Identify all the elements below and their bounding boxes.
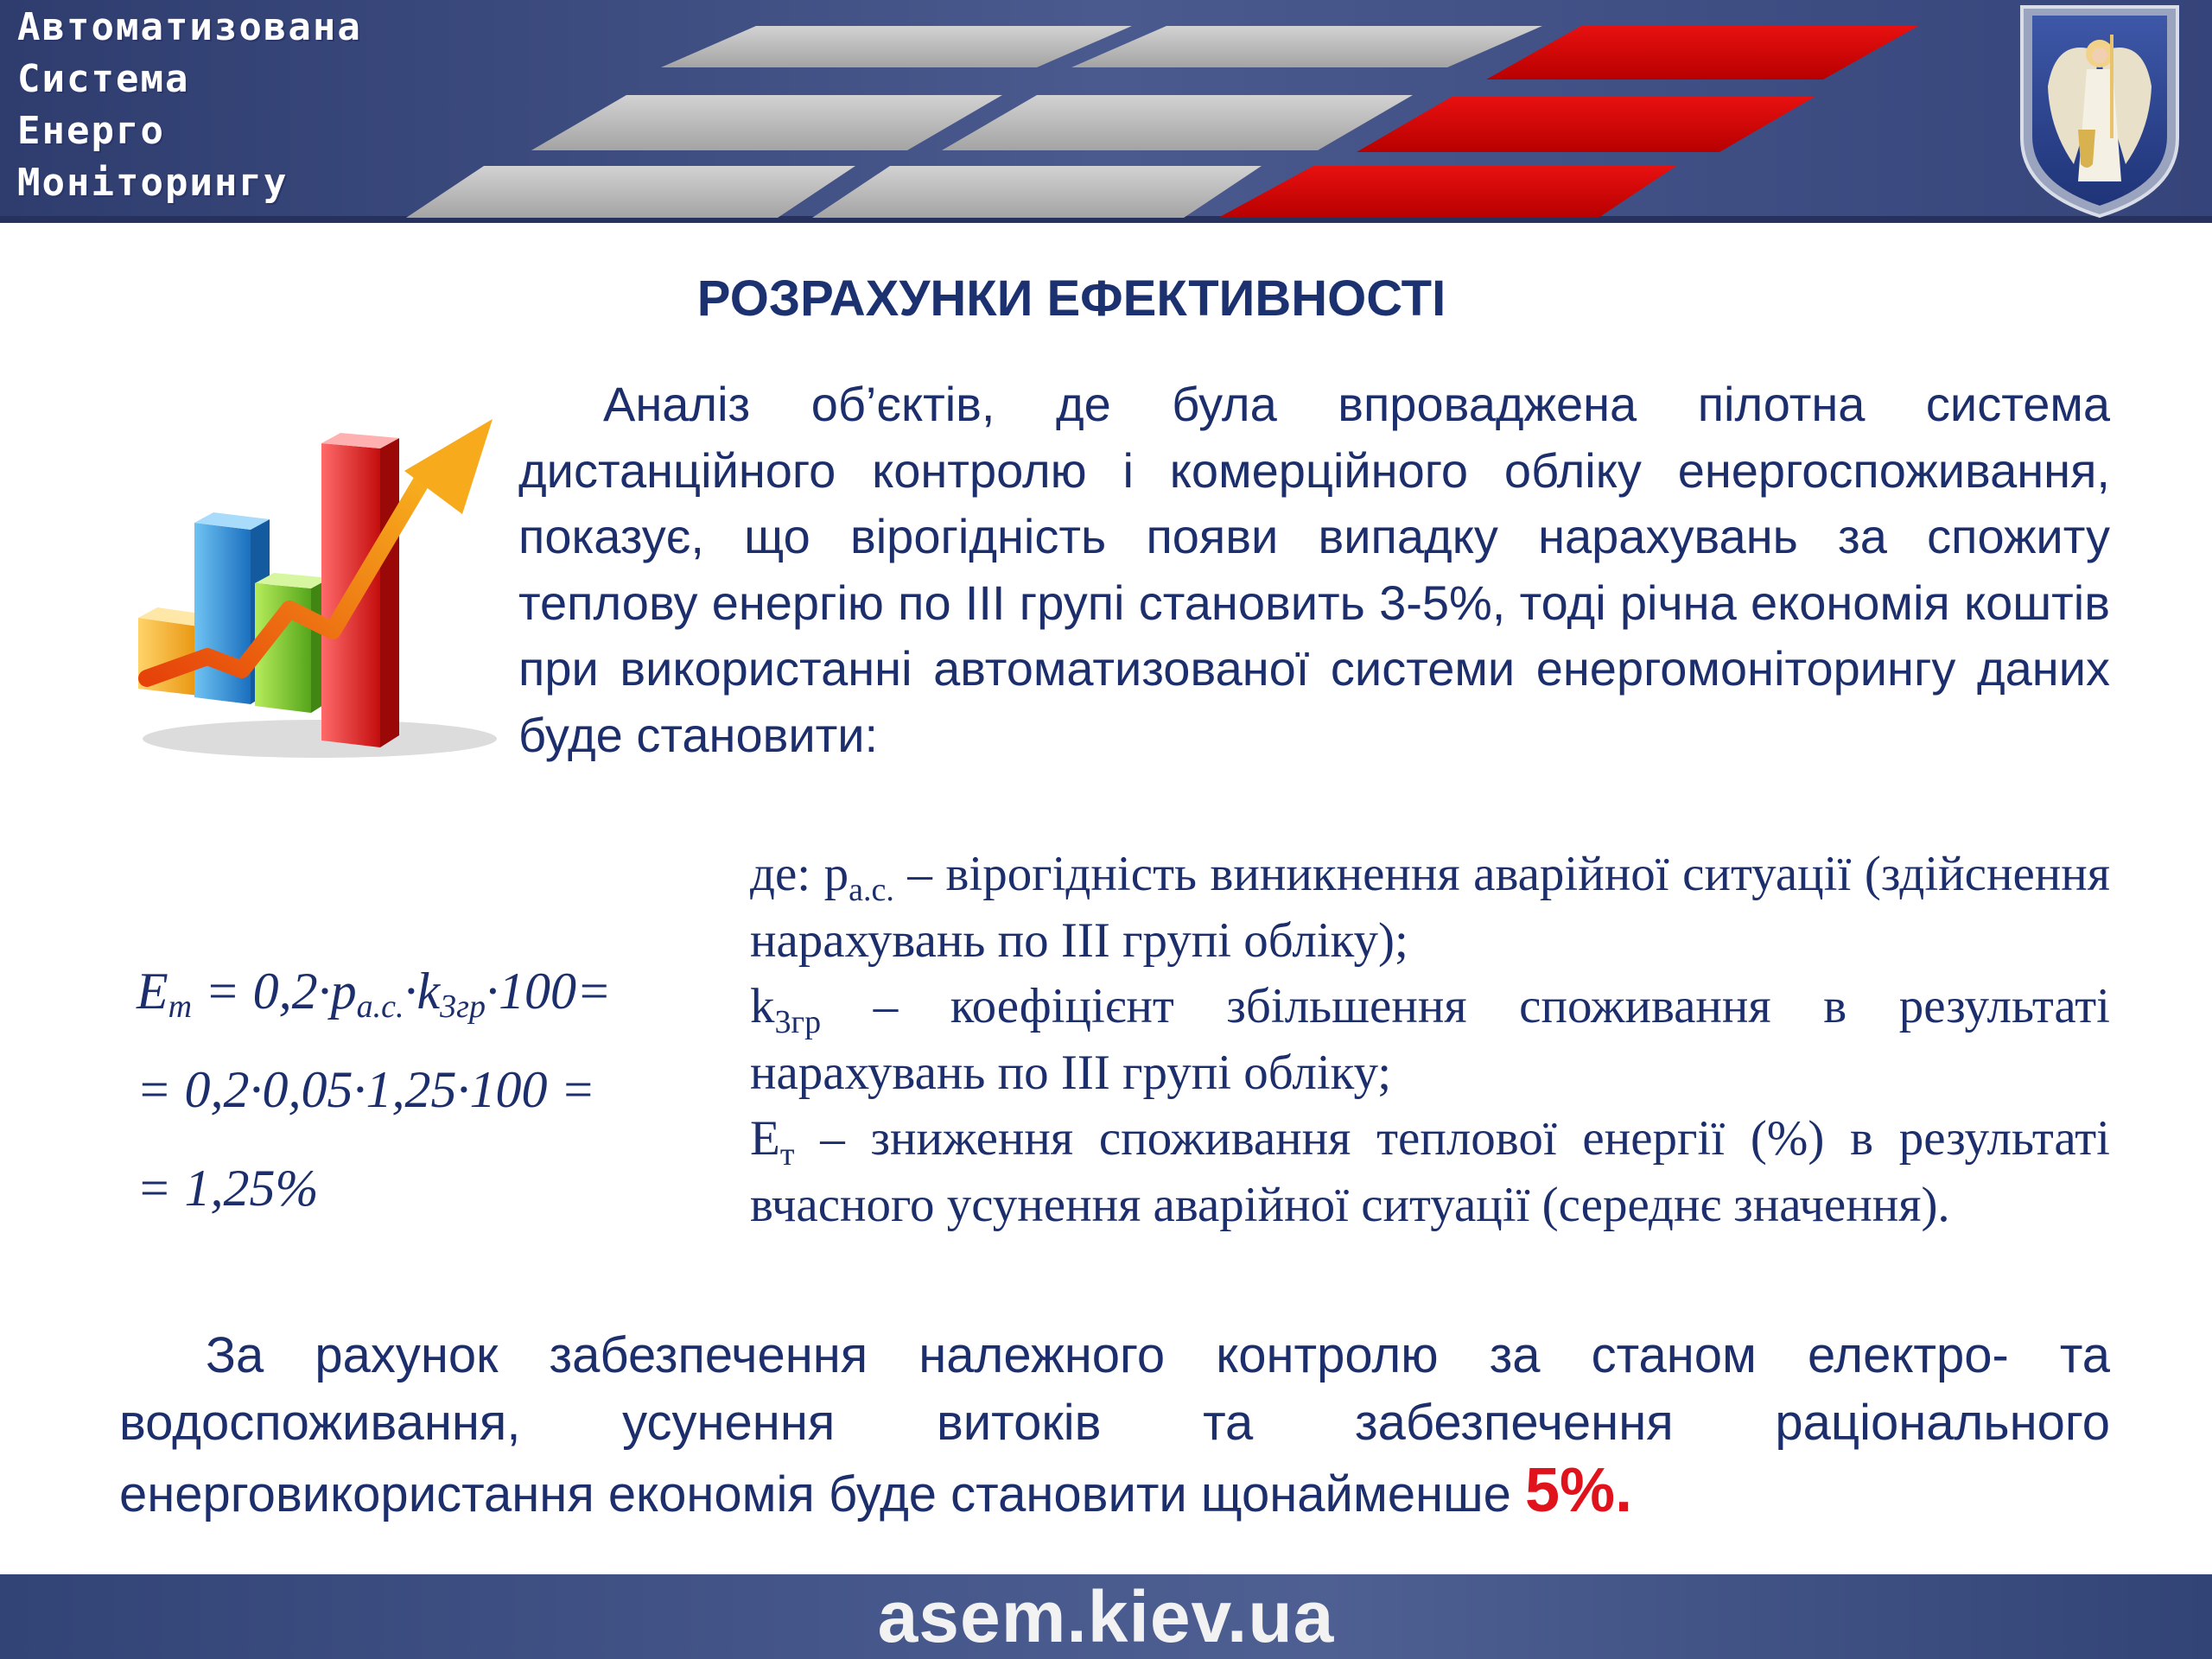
definition-pas-sub: а.с. (849, 872, 894, 908)
logo-line-4: Моніторингу (17, 161, 289, 205)
header-banner (0, 0, 2212, 223)
page-title: РОЗРАХУНКИ ЕФЕКТИВНОСТІ (696, 270, 1446, 327)
definition-et (750, 1106, 2110, 1238)
definition-et-symbol: Е (750, 1111, 780, 1166)
formula-sub-p: а.с. (356, 988, 404, 1025)
conclusion-paragraph (119, 1322, 2110, 1529)
definition-k3gr-symbol: k (750, 979, 775, 1033)
formula-tail: ·100= (485, 963, 612, 1020)
growth-bar-chart-with-arrow-icon (130, 419, 510, 773)
intro-paragraph: Аналіз об’єктів, де була впроваджена пілотна система дистанційного контролю і комерційного обліку енергоспоживання, показує, що вірогідність появи випадку нарахувань за спожиту теплову енергію по III групі становить 3-5%, тоді річна економія коштів при використанні автоматизованої системи енергомоніторингу даних буде становити: (518, 377, 2110, 762)
definition-k3gr-text: – коефіцієнт збільшення споживання в результаті нарахувань по III групі обліку; (750, 979, 2110, 1100)
variable-definitions (750, 842, 2110, 1238)
formula-segment-k: ·k (404, 963, 441, 1020)
logo-line-3: Енерго (17, 109, 165, 153)
archangel-michael-coat-of-arms-icon (2022, 7, 2177, 216)
footer-bar (0, 1574, 2212, 1659)
formula-line-1 (137, 942, 611, 1040)
definition-k3gr (750, 974, 2110, 1106)
savings-highlight: 5%. (1525, 1456, 1633, 1525)
definition-pas-symbol: де: р (750, 847, 849, 901)
definition-k3gr-sub: 3гр (774, 1004, 822, 1040)
formula-segment-p: = 0,2·p (192, 963, 357, 1020)
definition-et-sub: т (779, 1136, 795, 1173)
definition-pas-text: – вірогідність виникнення аварійної ситуації (здійснення нарахувань по III групі обліку); (750, 847, 2110, 968)
formula-symbol-e: E (137, 963, 168, 1020)
formula-line-3: = 1,25% (137, 1160, 319, 1217)
formula-line-2: = 0,2·0,05·1,25·100 = (137, 1061, 595, 1118)
formula-sub-e: т (168, 988, 193, 1025)
formula-sub-k: 3гр (440, 988, 486, 1025)
definition-et-text: – зниження споживання теплової енергії (%) в результаті вчасного усунення аварійної ситуації (середнє значення). (750, 1111, 2110, 1232)
logo-line-2: Система (17, 57, 190, 101)
efficiency-formula (137, 942, 611, 1237)
definition-pas (750, 842, 2110, 974)
conclusion-text: За рахунок забезпечення належного контролю за станом електро- та водоспоживання, усунення витоків та забезпечення раціонального енерговикористання економія буде становити щонайменше (119, 1327, 2110, 1522)
logo-line-1: Автоматизована (17, 5, 362, 49)
footer-url[interactable]: asem.kiev.ua (877, 1576, 1335, 1657)
